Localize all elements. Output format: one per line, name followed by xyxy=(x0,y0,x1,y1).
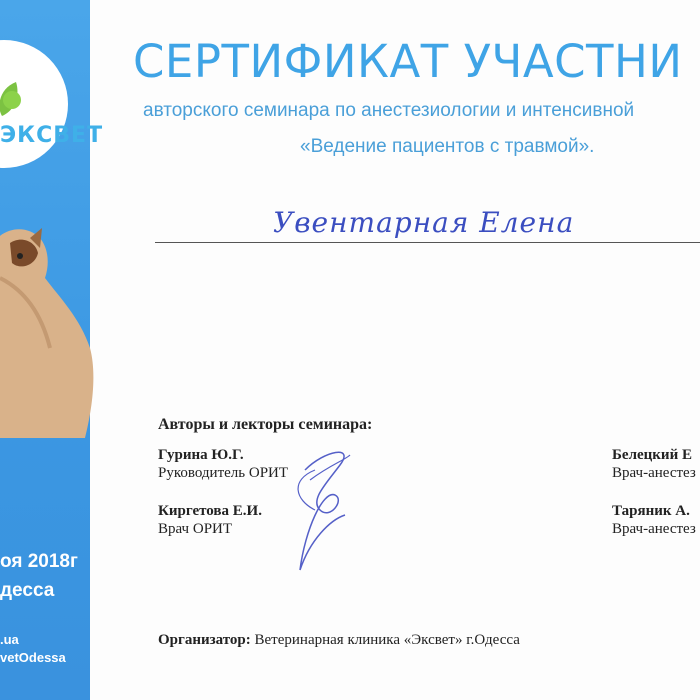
authors-heading: Авторы и лекторы семинара: xyxy=(158,416,373,433)
sidebar-panel xyxy=(0,0,104,700)
name-underline xyxy=(155,242,700,243)
organizer-value: Ветеринарная клиника «Эксвет» г.Одесса xyxy=(254,632,520,648)
logo-text: ЭКСВЕТ xyxy=(0,123,104,148)
participant-name: Увентарная Елена xyxy=(273,206,575,239)
author-role: Руководитель ОРИТ xyxy=(158,465,289,481)
author-name: Белецкий Е xyxy=(612,447,692,463)
author-name: Таряник А. xyxy=(612,503,690,519)
certificate-title: СЕРТИФИКАТ УЧАСТНИ xyxy=(133,35,683,88)
social-handle: vetOdessa xyxy=(0,650,66,665)
author-name: Киргетова Е.И. xyxy=(158,503,262,519)
organizer-line xyxy=(158,632,520,649)
event-date: оя 2018г xyxy=(0,551,78,572)
author-role: Врач-анестез xyxy=(612,521,696,537)
leaf-icon xyxy=(0,78,26,118)
dog-image xyxy=(0,218,100,438)
event-city: десса xyxy=(0,580,55,601)
author-name: Гурина Ю.Г. xyxy=(158,447,244,463)
author-role: Врач-анестез xyxy=(612,465,696,481)
organizer-label: Организатор: xyxy=(158,632,251,648)
certificate-subtitle-1: авторского семинара по анестезиологии и интенсивной xyxy=(143,100,635,121)
author-role: Врач ОРИТ xyxy=(158,521,233,537)
website-text: .ua xyxy=(0,632,19,647)
signature-image xyxy=(285,440,365,580)
certificate-subtitle-2: «Ведение пациентов с травмой». xyxy=(300,136,595,157)
